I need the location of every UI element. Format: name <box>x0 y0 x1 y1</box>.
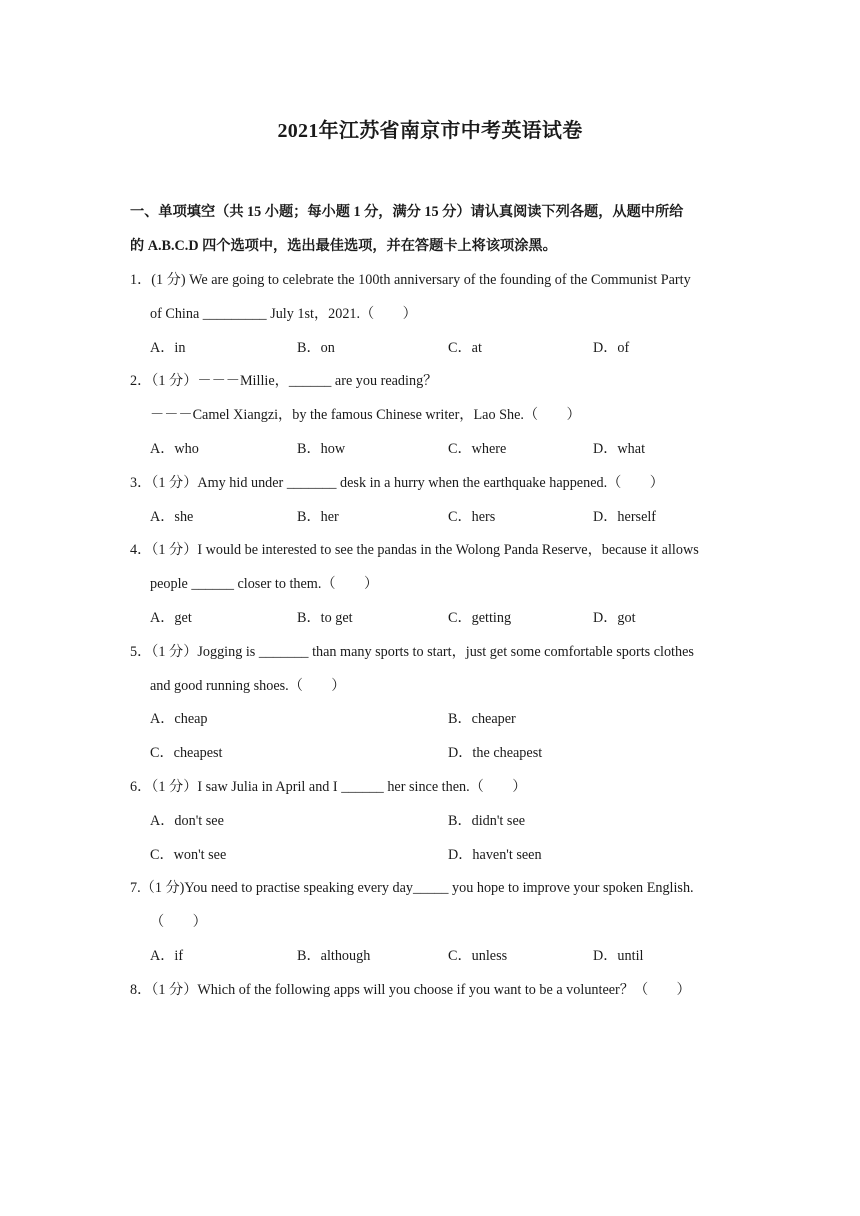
question-4-option-d: D．got <box>593 610 636 626</box>
question-7-option-c: C．unless <box>448 948 508 964</box>
question-2-option-a: A．who <box>150 441 199 457</box>
question-8-stem: 8．（1 分）Which of the following apps will you choose if you want to be a volunteer？（ ） <box>130 982 691 998</box>
question-5-stem-cont: and good running shoes.（ ） <box>150 678 346 694</box>
question-1-option-b: B．on <box>297 340 335 356</box>
question-3-stem: 3．（1 分）Amy hid under _______ desk in a hurry when the earthquake happened.（ ） <box>130 475 664 491</box>
question-4-option-c: C．getting <box>448 610 512 626</box>
question-2-stem-cont: －－－Camel Xiangzi，by the famous Chinese writer，Lao She.（ ） <box>150 407 581 423</box>
question-6-option-c: C．won't see <box>150 847 227 863</box>
question-6-option-d: D．haven't seen <box>448 847 542 863</box>
question-5-stem: 5．（1 分）Jogging is _______ than many sports to start，just get some comfortable sports clothes <box>130 644 694 660</box>
question-6-option-a: A．don't see <box>150 813 224 829</box>
question-1-option-c: C．at <box>448 340 482 356</box>
question-4-option-b: B．to get <box>297 610 353 626</box>
question-7-stem-cont: （ ） <box>150 914 207 930</box>
question-6-stem: 6．（1 分）I saw Julia in April and I ______ her since then.（ ） <box>130 779 527 795</box>
question-7-stem: 7.（1 分)You need to practise speaking every day_____ you hope to improve your spoken English. <box>130 880 694 896</box>
question-4-stem: 4．（1 分）I would be interested to see the pandas in the Wolong Panda Reserve，because it allows <box>130 542 699 558</box>
question-2-option-b: B．how <box>297 441 346 457</box>
question-3-option-d: D．herself <box>593 509 657 525</box>
question-4-option-a: A．get <box>150 610 192 626</box>
question-5-option-b: B．cheaper <box>448 711 516 727</box>
question-2-option-d: D．what <box>593 441 646 457</box>
question-5-option-a: A．cheap <box>150 711 208 727</box>
question-5-option-c: C．cheapest <box>150 745 223 761</box>
question-7-option-d: D．until <box>593 948 644 964</box>
question-1-stem: 1．(1 分) We are going to celebrate the 100th anniversary of the founding of the Communist Party <box>130 272 691 288</box>
question-7-option-b: B．although <box>297 948 371 964</box>
question-4-stem-cont: people ______ closer to them.（ ） <box>150 576 379 592</box>
section-heading-line-1: 一、单项填空（共 15 小题；每小题 1 分，满分 15 分）请认真阅读下列各题，从题中所给 <box>130 204 684 220</box>
question-3-option-a: A．she <box>150 509 194 525</box>
question-1-option-d: D．of <box>593 340 630 356</box>
question-6-option-b: B．didn't see <box>448 813 526 829</box>
question-2-option-c: C．where <box>448 441 507 457</box>
question-3-option-b: B．her <box>297 509 339 525</box>
question-2-stem: 2．（1 分）－－－Millie，______ are you reading？ <box>130 373 438 389</box>
question-1-stem-cont: of China _________ July 1st，2021.（ ） <box>150 306 417 322</box>
question-3-option-c: C．hers <box>448 509 496 525</box>
question-7-option-a: A．if <box>150 948 184 964</box>
question-1-option-a: A．in <box>150 340 186 356</box>
question-5-option-d: D．the cheapest <box>448 745 543 761</box>
page-title: 2021年江苏省南京市中考英语试卷 <box>277 120 583 142</box>
section-heading-line-2: 的 A.B.C.D 四个选项中，选出最佳选项，并在答题卡上将该项涂黑。 <box>130 238 557 254</box>
